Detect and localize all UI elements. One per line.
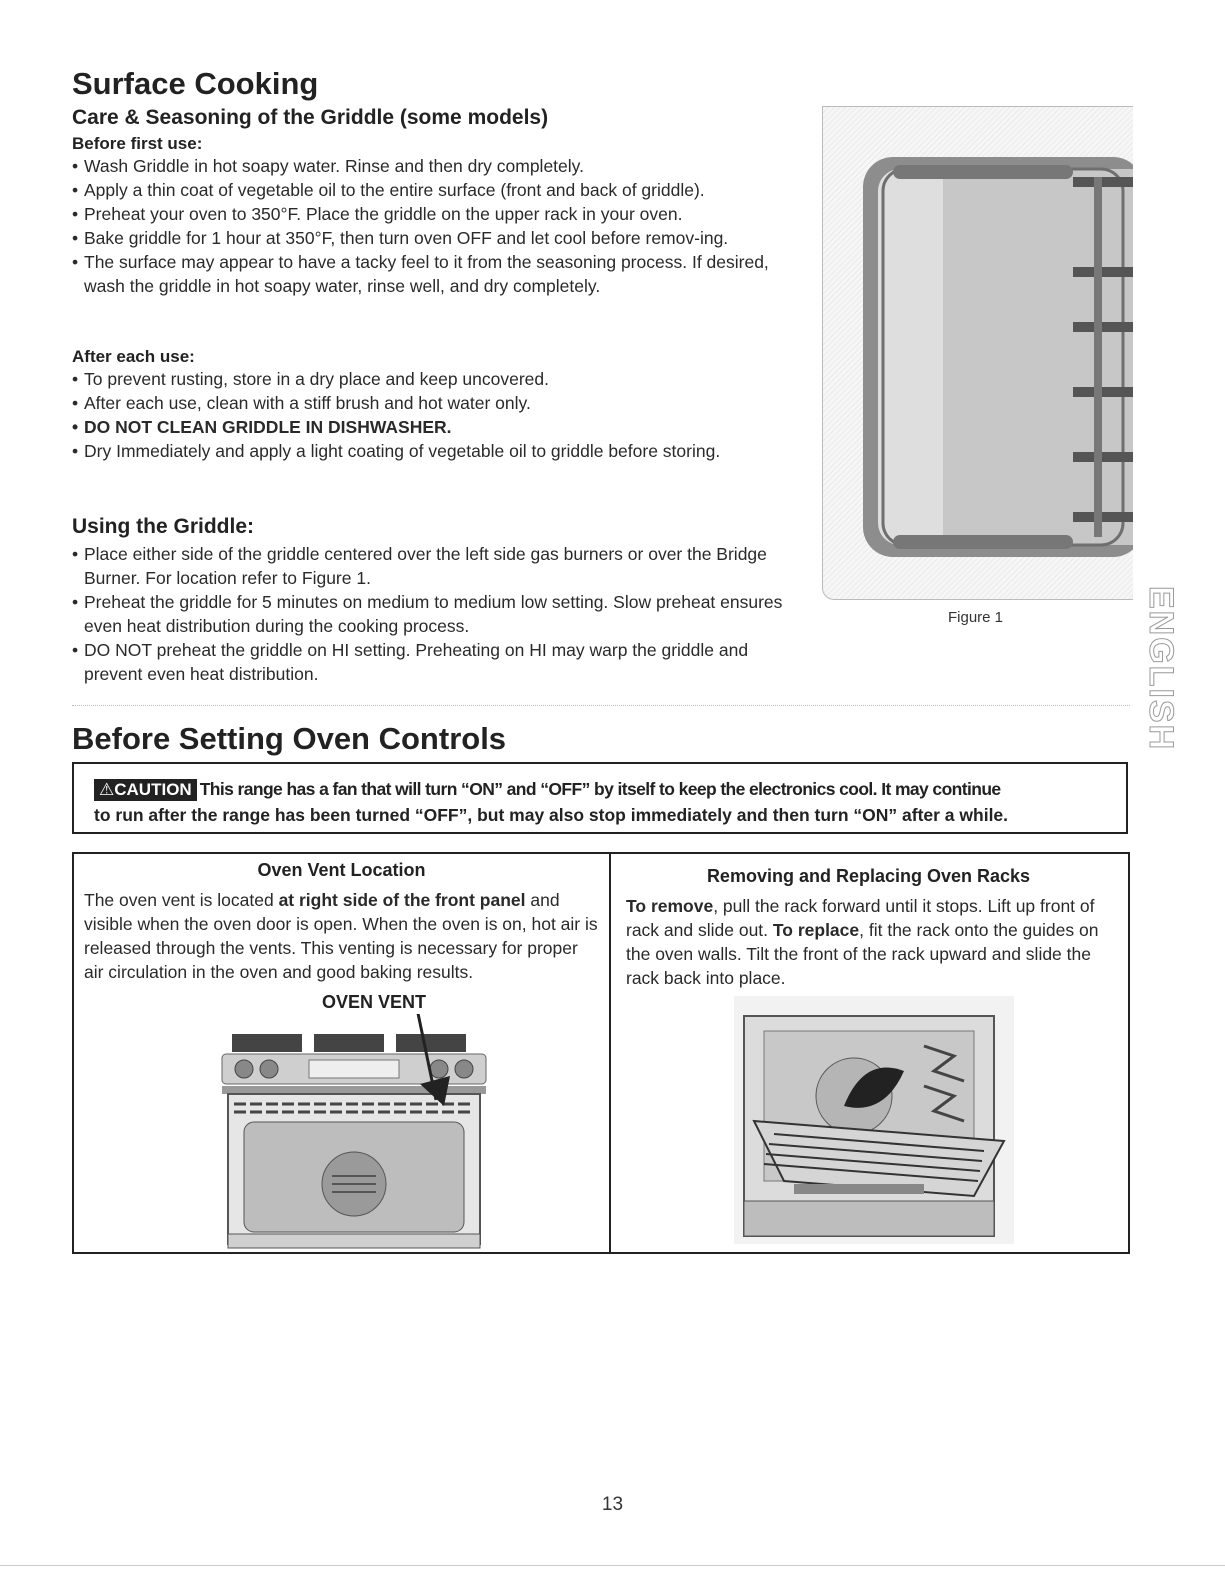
column-divider — [609, 854, 611, 1252]
oven-racks-title: Removing and Replacing Oven Racks — [706, 866, 1031, 886]
language-tab-label: ENGLISH — [1142, 586, 1180, 752]
caution-line-1: This range has a fan that will turn “ON” and “OFF” by itself to keep the electronics cool. It may continue — [199, 779, 1001, 799]
list-item-warning: • DO NOT CLEAN GRIDDLE IN DISHWASHER. — [72, 415, 752, 439]
oven-vent-text-bold: at right side of the front panel — [278, 890, 526, 910]
list-item: • Preheat your oven to 350°F. Place the griddle on the upper rack in your oven. — [72, 202, 812, 226]
oven-vent-title: Oven Vent Location — [257, 860, 426, 880]
after-each-use-list — [72, 367, 752, 463]
list-item: • To prevent rusting, store in a dry place and keep uncovered. — [72, 367, 752, 391]
list-item: • Bake griddle for 1 hour at 350°F, then turn oven OFF and let cool before remov-ing. — [72, 226, 812, 250]
oven-vent-text-part: and visible when the oven door is open. When the oven is on, hot air is released through the vents. This venting is necessary for proper air circulation in the oven and good baking results. — [84, 890, 598, 982]
warning-triangle-icon: ⚠ — [99, 780, 115, 799]
info-table — [72, 852, 1130, 1254]
list-item: • Place either side of the griddle centered over the left side gas burners or over the Bridge Burner. For location refer to Figure 1. — [72, 542, 802, 590]
remove-label: To remove — [626, 896, 714, 916]
remove-text: , pull the rack forward until it stops. Lift up front of rack and slide out. — [626, 896, 1095, 940]
using-griddle-list — [72, 542, 802, 686]
section-title: Before Setting Oven Controls — [72, 721, 507, 756]
griddle-on-cooktop-illustration — [823, 107, 1133, 599]
before-first-use-label: Before first use: — [72, 134, 203, 153]
section-divider — [72, 705, 1130, 706]
caution-badge-label: CAUTION — [114, 780, 192, 799]
using-griddle-title: Using the Griddle: — [72, 515, 255, 538]
caution-badge — [94, 779, 197, 801]
list-item: • After each use, clean with a stiff brush and hot water only. — [72, 391, 752, 415]
section-subtitle: Care & Seasoning of the Griddle (some models) — [72, 106, 549, 129]
language-side-tab — [1142, 586, 1182, 752]
after-each-use-label: After each use: — [72, 347, 195, 366]
caution-box — [72, 762, 1128, 834]
oven-racks-text — [626, 894, 1121, 990]
oven-vent-text — [84, 888, 599, 984]
list-item: • The surface may appear to have a tacky feel to it from the seasoning process. If desired, wash the griddle in hot soapy water, rinse well, and dry completely. — [72, 250, 812, 298]
oven-vent-text-part: The oven vent is located — [84, 890, 279, 910]
caution-text — [94, 776, 1114, 828]
range-front-illustration — [214, 1014, 494, 1254]
list-item: • Apply a thin coat of vegetable oil to the entire surface (front and back of griddle). — [72, 178, 812, 202]
before-first-use-section — [72, 134, 812, 298]
list-item: • Wash Griddle in hot soapy water. Rinse and then dry completely. — [72, 154, 812, 178]
oven-vent-callout: OVEN VENT — [322, 992, 427, 1012]
replace-label: To replace — [772, 920, 860, 940]
page-number: 13 — [601, 1494, 624, 1515]
list-item: • DO NOT preheat the griddle on HI setting. Preheating on HI may warp the griddle and prevent even heat distribution. — [72, 638, 802, 686]
list-item: • Preheat the griddle for 5 minutes on medium to medium low setting. Slow preheat ensures even heat distribution during the cooking process. — [72, 590, 802, 638]
caution-line-2: to run after the range has been turned “OFF”, but may also stop immediately and then turn “ON” after a while. — [94, 805, 1009, 825]
oven-rack-illustration — [734, 996, 1014, 1244]
page-bottom-rule — [0, 1565, 1225, 1566]
figure-1-illustration — [822, 106, 1133, 600]
list-item: • Dry Immediately and apply a light coating of vegetable oil to griddle before storing. — [72, 439, 752, 463]
page-title: Surface Cooking — [72, 66, 319, 101]
before-first-use-list — [72, 154, 812, 298]
figure-caption: Figure 1 — [948, 609, 1004, 626]
after-each-use-section — [72, 347, 752, 463]
replace-text: , fit the rack onto the guides on the oven walls. Tilt the front of the rack upward and slide the rack back into place. — [626, 920, 1099, 988]
